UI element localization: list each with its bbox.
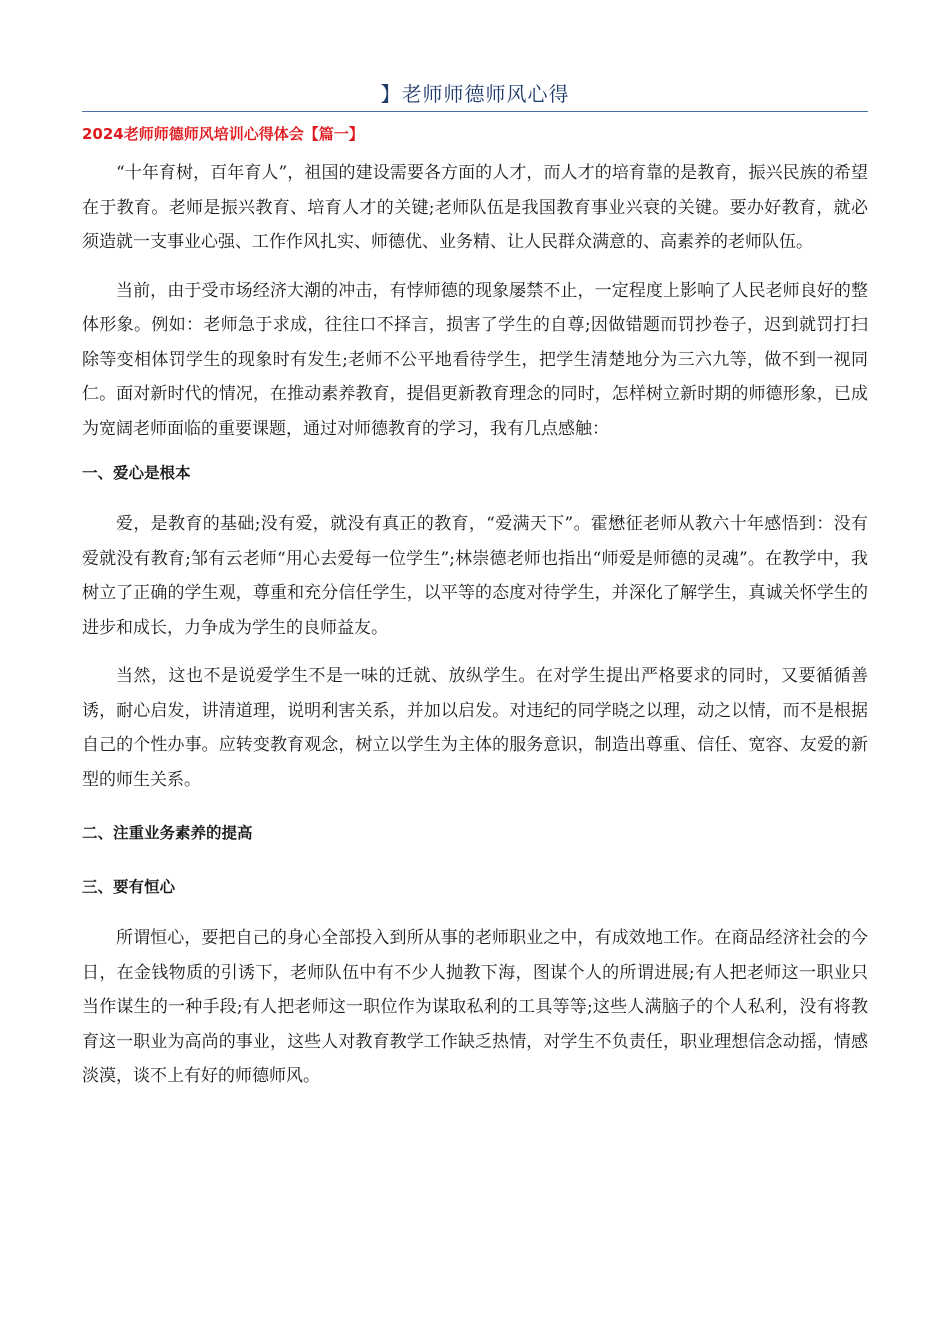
paragraph: 当然，这也不是说爱学生不是一味的迁就、放纵学生。在对学生提出严格要求的同时，又要循循善诱，耐心启发，讲清道理，说明利害关系，并加以启发。对违纪的同学晓之以理，动之以情，而不是根据自己的个性办事。应转变教育观念，树立以学生为主体的服务意识，制造出尊重、信任、宽容、友爱的新型的师生关系。 bbox=[82, 666, 868, 790]
paragraph: 当前，由于受市场经济大潮的冲击，有悖师德的现象屡禁不止，一定程度上影响了人民老师良好的整体形象。例如：老师急于求成，往往口不择言，损害了学生的自尊;因做错题而罚抄卷子，迟到就罚打扫除等变相体罚学生的现象时有发生;老师不公平地看待学生，把学生清楚地分为三六九等，做不到一视同仁。面对新时代的情况，在推动素养教育，提倡更新教育理念的同时，怎样树立新时期的师德形象，已成为宽阔老师面临的重要课题，通过对师德教育的学习，我有几点感触： bbox=[82, 280, 868, 439]
section-heading: 一、爱心是根本 bbox=[82, 464, 191, 482]
section-heading: 二、注重业务素养的提高 bbox=[82, 824, 253, 842]
header-divider bbox=[82, 111, 868, 112]
page-header-title: 】老师师德师风心得 bbox=[380, 82, 570, 106]
paragraph: 所谓恒心，要把自己的身心全部投入到所从事的老师职业之中，有成效地工作。在商品经济社会的今日，在金钱物质的引诱下，老师队伍中有不少人抛教下海，图谋个人的所谓进展;有人把老师这一职业只当作谋生的一种手段;有人把老师这一职位作为谋取私利的工具等等;这些人满脑子的个人私利，没有将教育这一职业为高尚的事业，这些人对教育教学工作缺乏热情，对学生不负责任，职业理想信念动摇，情感淡漠，谈不上有好的师德师风。 bbox=[82, 928, 868, 1086]
document-title: 2024老师师德师风培训心得体会【篇一】 bbox=[82, 125, 364, 143]
paragraph: “十年育树，百年育人”，祖国的建设需要各方面的人才，而人才的培育靠的是教育，振兴民族的希望在于教育。老师是振兴教育、培育人才的关键;老师队伍是我国教育事业兴衰的关键。要办好教育，就必须造就一支事业心强、工作作风扎实、师德优、业务精、让人民群众满意的、高素养的老师队伍。 bbox=[82, 163, 868, 252]
paragraph: 爱，是教育的基础;没有爱，就没有真正的教育，“爱满天下”。霍懋征老师从教六十年感悟到：没有爱就没有教育;邹有云老师“用心去爱每一位学生”;林崇德老师也指出“师爱是师德的灵魂”。在教学中，我树立了正确的学生观，尊重和充分信任学生，以平等的态度对待学生，并深化了解学生，真诚关怀学生的进步和成长，力争成为学生的良师益友。 bbox=[82, 514, 868, 638]
document-body bbox=[82, 120, 868, 1094]
section-heading: 三、要有恒心 bbox=[82, 878, 176, 896]
